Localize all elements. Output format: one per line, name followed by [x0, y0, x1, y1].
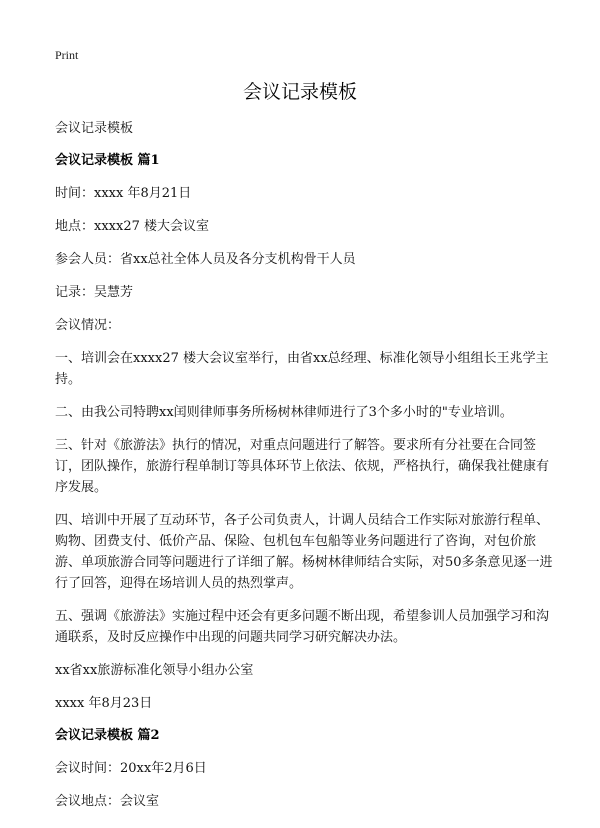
document-title: 会议记录模板	[242, 81, 357, 103]
section-2-time-line: 会议时间：20xx年2月6日	[55, 761, 207, 776]
section-2-heading: 会议记录模板 篇2	[55, 728, 160, 743]
item-1-paragraph: 一、培训会在xxxx27 楼大会议室举行，由省xx总经理、标准化领导小组组长王兆学主持。	[55, 351, 549, 387]
item-4-paragraph: 四、培训中开展了互动环节，各子公司负责人，计调人员结合工作实际对旅游行程单、购物、团费支付、低价产品、保险、包机包车包船等业务问题进行了咨询，对包价旅游、单项旅游合同等问题进行了详细了解。杨树林律师结合实际，对50多条意见逐一进行了回答，迎得在场培训人员的热烈掌声。	[55, 513, 553, 591]
recorder-line: 记录：吴慧芳	[55, 285, 134, 300]
item-2-paragraph: 二、由我公司特聘xx闰则律师事务所杨树林律师进行了3个多小时的"专业培训。	[55, 405, 513, 420]
meeting-status-label: 会议情况：	[55, 318, 121, 333]
signature-line: xx省xx旅游标准化领导小组办公室	[55, 663, 254, 678]
item-5-paragraph: 五、强调《旅游法》实施过程中还会有更多问题不断出现，希望参训人员加强学习和沟通联系，及时反应操作中出现的问题共同学习研究解决办法。	[55, 609, 550, 645]
section-1-heading: 会议记录模板 篇1	[55, 153, 160, 168]
meeting-place-line: 地点：xxxx27 楼大会议室	[55, 219, 210, 234]
document-subtitle: 会议记录模板	[55, 121, 134, 136]
document-body	[55, 118, 555, 824]
item-3-paragraph: 三、针对《旅游法》执行的情况，对重点问题进行了解答。要求所有分社要在合同签订，团队操作，旅游行程单制订等具体环节上依法、依规，严格执行，确保我社健康有序发展。	[55, 438, 550, 495]
print-label[interactable]: Print	[55, 48, 79, 62]
attendees-line: 参会人员：省xx总社全体人员及各分支机构骨干人员	[55, 252, 356, 267]
date-line: xxxx 年8月23日	[55, 696, 153, 711]
section-2-place-line: 会议地点：会议室	[55, 794, 160, 809]
meeting-time-line: 时间：xxxx 年8月21日	[55, 186, 192, 201]
